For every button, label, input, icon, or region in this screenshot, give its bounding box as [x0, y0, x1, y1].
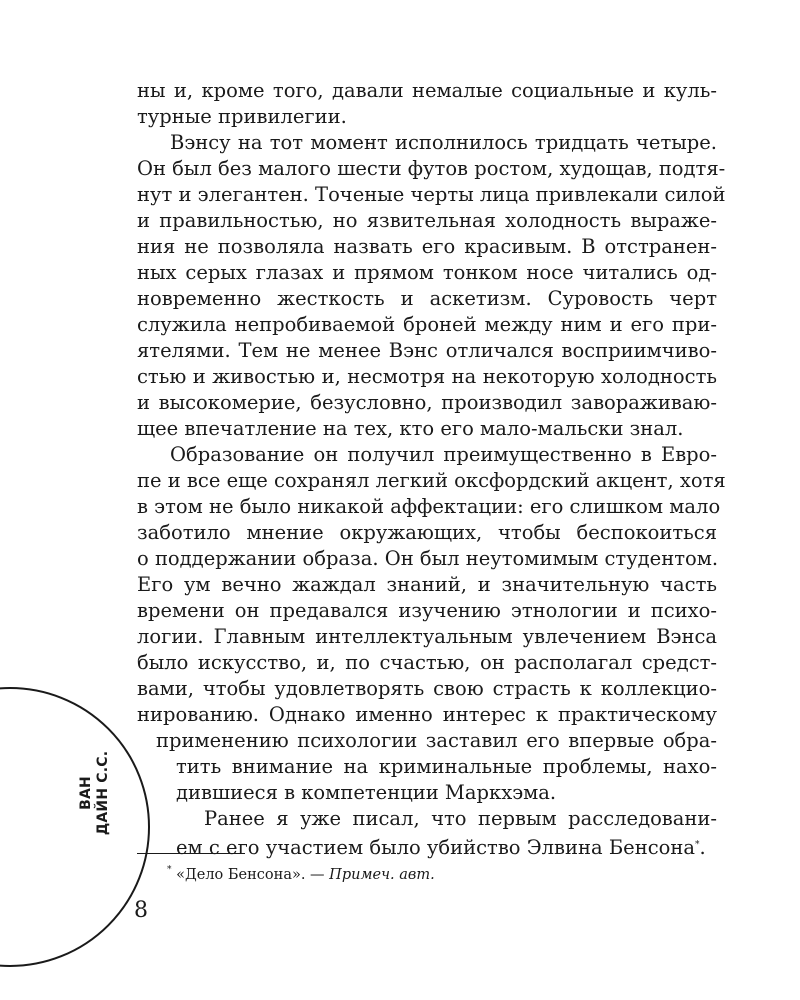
body-line-end: . — [699, 836, 706, 859]
body-line: вами, чтобы удовлетворять свою страсть к коллекцио- — [137, 677, 717, 700]
body-line: турные привилегии. — [137, 105, 347, 128]
body-line: нут и элегантен. Точеные черты лица привлекали силой — [137, 183, 726, 206]
author-spine-label — [78, 751, 112, 836]
body-line: ных серых глазах и прямом тонком носе читались од- — [137, 261, 717, 284]
body-line: ния не позволяла назвать его красивым. В отстранен- — [137, 235, 717, 258]
body-line: логии. Главным интеллектуальным увлечением Вэнса — [137, 625, 717, 648]
body-line: ны и, кроме того, давали немалые социальные и куль- — [137, 79, 717, 102]
body-line: нированию. Однако именно интерес к практическому — [137, 703, 717, 726]
body-line: времени он предавался изучению этнологии и психо- — [137, 599, 717, 622]
body-line: стью и живостью и, несмотря на некоторую холодность — [137, 365, 717, 388]
body-line-text: ем с его участием было убийство Элвина Бенсона — [176, 836, 695, 859]
body-line: пе и все еще сохранял легкий оксфордский акцент, хотя — [137, 469, 726, 492]
body-line: дившиеся в компетенции Маркхэма. — [176, 781, 557, 804]
body-line: новременно жесткость и аскетизм. Суровость черт — [137, 287, 717, 310]
body-line: Ранее я уже писал, что первым расследовани- — [204, 807, 717, 830]
body-line: Его ум вечно жаждал знаний, и значительную часть — [137, 573, 717, 596]
footnote-note: Примеч. авт. — [329, 867, 435, 883]
body-line: щее впечатление на тех, кто его мало-мальски знал. — [137, 417, 684, 440]
footnote-divider — [137, 853, 245, 854]
footnote — [167, 861, 435, 884]
footnote-reference: * — [695, 840, 700, 850]
page-number: 8 — [134, 898, 148, 923]
body-line: было искусство, и, по счастью, он располагал средст- — [137, 651, 717, 674]
footnote-mark: * — [167, 865, 172, 875]
author-spine-line-1: ВАН — [78, 776, 94, 810]
body-line: Он был без малого шести футов ростом, худощав, подтя- — [137, 157, 726, 180]
body-line: ятелями. Тем не менее Вэнс отличался восприимчиво- — [137, 339, 717, 362]
body-line: тить внимание на криминальные проблемы, нахо- — [176, 755, 717, 778]
body-line: в этом не было никакой аффектации: его слишком мало — [137, 495, 721, 518]
body-line: заботило мнение окружающих, чтобы беспокоиться — [137, 521, 717, 544]
body-line: Образование он получил преимущественно в Евро- — [170, 443, 717, 466]
body-line: применению психологии заставил его впервые обра- — [156, 729, 717, 752]
body-line: служила непробиваемой броней между ним и его при- — [137, 313, 717, 336]
spine-circle-decoration — [0, 687, 150, 967]
author-spine-line-2: ДАЙН С.С. — [95, 750, 111, 836]
body-line: и правильностью, но язвительная холодность выраже- — [137, 209, 717, 232]
body-line: о поддержании образа. Он был неутомимым студентом. — [137, 547, 719, 570]
body-line-with-footnote — [176, 832, 717, 858]
body-line: и высокомерие, безусловно, производил завораживаю- — [137, 391, 717, 414]
footnote-text: «Дело Бенсона». — — [176, 867, 330, 883]
body-line: Вэнсу на тот момент исполнилось тридцать четыре. — [170, 131, 717, 154]
